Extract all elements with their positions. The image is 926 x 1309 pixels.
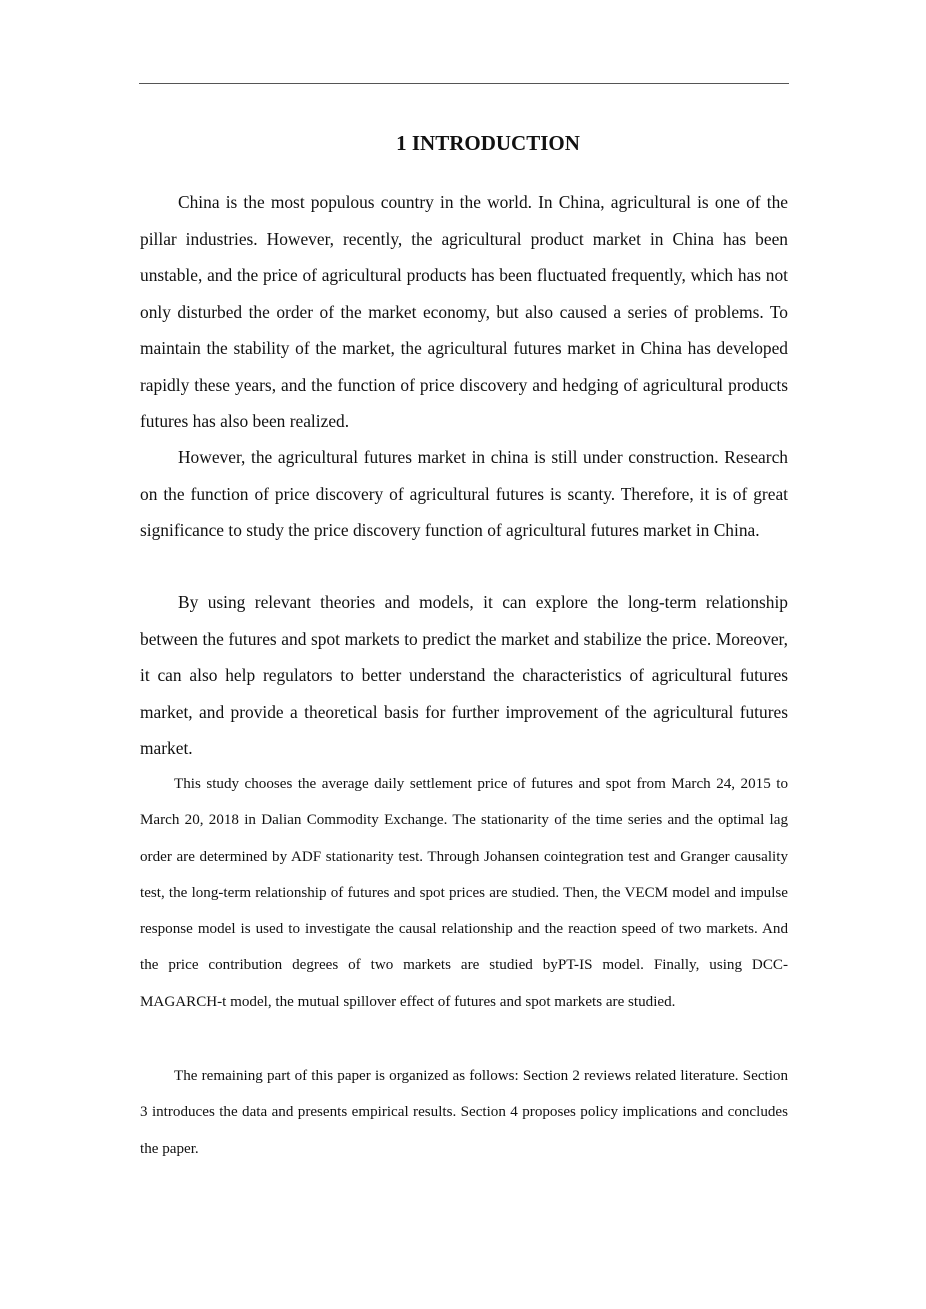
paragraph-theories-models: By using relevant theories and models, it can explore the long-term relationship between the futures and spot markets to predict the market and stabilize the price. Moreover, it can also help regulators to better understand the characteristics of agricultural futures market, and provide a theoretical basis for further improvement of the agricultural futures market. — [140, 592, 788, 758]
paragraph-market-construction: However, the agricultural futures market in china is still under construction. Research on the function of price discovery of agricultural futures is scanty. Therefore, it is of great significance to study the price discovery function of agricultural futures market in China. — [140, 447, 788, 540]
paragraph-paper-organization: The remaining part of this paper is organized as follows: Section 2 reviews related literature. Section 3 introduces the data and presents empirical results. Section 4 proposes policy implications and concludes the paper. — [140, 1068, 788, 1157]
section-title: 1 INTRODUCTION — [396, 131, 580, 155]
header-rule — [139, 83, 789, 84]
paragraph-china-agriculture: China is the most populous country in the world. In China, agricultural is one of the pillar industries. However, recently, the agricultural product market in China has been unstable, and the price of agricultural products has been fluctuated frequently, which has not only disturbed the order of the market economy, but also caused a series of problems. To maintain the stability of the market, the agricultural futures market in China has developed rapidly these years, and the function of price discovery and hedging of agricultural products futures has also been realized. — [140, 192, 788, 431]
paragraph-study-method: This study chooses the average daily settlement price of futures and spot from March 24, 2015 to March 20, 2018 in Dalian Commodity Exchange. The stationarity of the time series and the optimal lag order are determined by ADF stationarity test. Through Johansen cointegration test and Granger causality test, the long-term relationship of futures and spot prices are studied. Then, the VECM model and impulse response model is used to investigate the causal relationship and the reaction speed of two markets. And the price contribution degrees of two markets are studied byPT-IS model. Finally, using DCC-MAGARCH-t model, the mutual spillover effect of futures and spot markets are studied. — [140, 776, 788, 1010]
